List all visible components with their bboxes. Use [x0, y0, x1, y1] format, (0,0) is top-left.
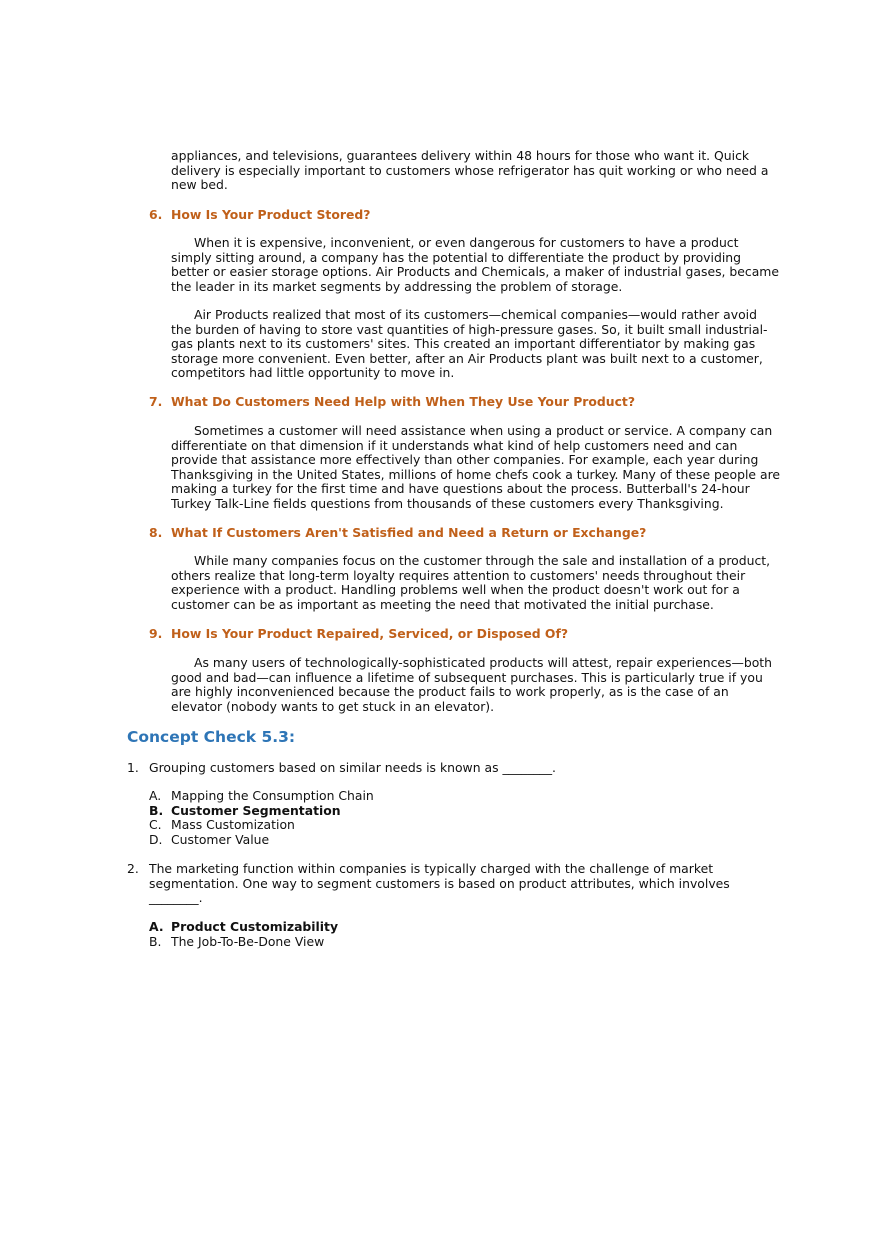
- section-title: What Do Customers Need Help with When They Use Your Product?: [171, 394, 636, 409]
- section-heading-7: [149, 395, 635, 410]
- section-heading-9: [149, 627, 568, 642]
- concept-check-title: Concept Check 5.3:: [127, 728, 296, 746]
- option-c[interactable]: C. Mass Customization: [149, 817, 295, 833]
- question-2-options: [149, 920, 338, 949]
- intro-paragraph: appliances, and televisions, guarantees delivery within 48 hours for those who want it. Quick delivery is especially important to customers whose refrigerator has quit working or who need a new bed.: [171, 148, 769, 193]
- section-9-paragraph-1: As many users of technologically-sophisticated products will attest, repair experiences—both good and bad—can influence a lifetime of subsequent purchases. This is particularly true if you are highly inconvenienced because the product fails to work properly, as is the case of an elevator (nobody wants to get stuck in an elevator).: [171, 655, 773, 714]
- section-6-paragraph-1: When it is expensive, inconvenient, or even dangerous for customers to have a product simply sitting around, a company has the potential to differentiate the product by providing better or easier storage options. Air Products and Chemicals, a maker of industrial gases, became the leader in its market segments by addressing the problem of storage.: [171, 235, 779, 294]
- option-b[interactable]: B. The Job-To-Be-Done View: [149, 933, 325, 949]
- question-1-options: [149, 789, 374, 847]
- section-heading-8: [149, 526, 646, 541]
- question-2: [127, 862, 747, 906]
- option-b-correct[interactable]: B. Customer Segmentation: [149, 802, 341, 818]
- question-text: Grouping customers based on similar needs is known as ________.: [149, 760, 556, 775]
- section-8-paragraph-1: While many companies focus on the customer through the sale and installation of a product, others realize that long-term loyalty requires attention to customers' needs throughout their experience with a product. Handling problems well when the product doesn't work out for a customer can be as important as meeting the need that motivated the initial purchase.: [171, 553, 771, 612]
- section-number: 8.: [149, 525, 163, 540]
- option-d[interactable]: D. Customer Value: [149, 831, 270, 847]
- option-a[interactable]: A. Mapping the Consumption Chain: [149, 788, 374, 803]
- section-title: How Is Your Product Stored?: [171, 207, 371, 222]
- question-1: [127, 761, 747, 776]
- question-number: 2.: [127, 861, 139, 876]
- question-number: 1.: [127, 760, 139, 775]
- section-heading-6: [149, 208, 370, 223]
- option-a-correct[interactable]: A. Product Customizability: [149, 919, 339, 934]
- section-title: How Is Your Product Repaired, Serviced, or Disposed Of?: [171, 626, 569, 641]
- section-title: What If Customers Aren't Satisfied and Need a Return or Exchange?: [171, 525, 647, 540]
- section-7-paragraph-1: Sometimes a customer will need assistance when using a product or service. A company can differentiate on that dimension if it understands what kind of help customers need and can provide that assistance more effectively than other companies. For example, each year during Thanksgiving in the United States, millions of home chefs cook a turkey. Many of these people are making a turkey for the first time and have questions about the process. Butterball's 24-hour Turkey Talk-Line fields questions from thousands of these customers every Thanksgiving.: [171, 423, 781, 511]
- section-number: 7.: [149, 394, 163, 409]
- section-number: 6.: [149, 207, 163, 222]
- section-6-paragraph-2: Air Products realized that most of its customers—chemical companies—would rather avoid the burden of having to store vast quantities of high-pressure gases. So, it built small industrial-gas plants next to its customers' sites. This created an important differentiator by making gas storage more convenient. Even better, after an Air Products plant was built next to a customer, competitors had little opportunity to move in.: [171, 307, 768, 381]
- section-number: 9.: [149, 626, 163, 641]
- question-text: The marketing function within companies is typically charged with the challenge of market segmentation. One way to segment customers is based on product attributes, which involves ________.: [149, 861, 730, 906]
